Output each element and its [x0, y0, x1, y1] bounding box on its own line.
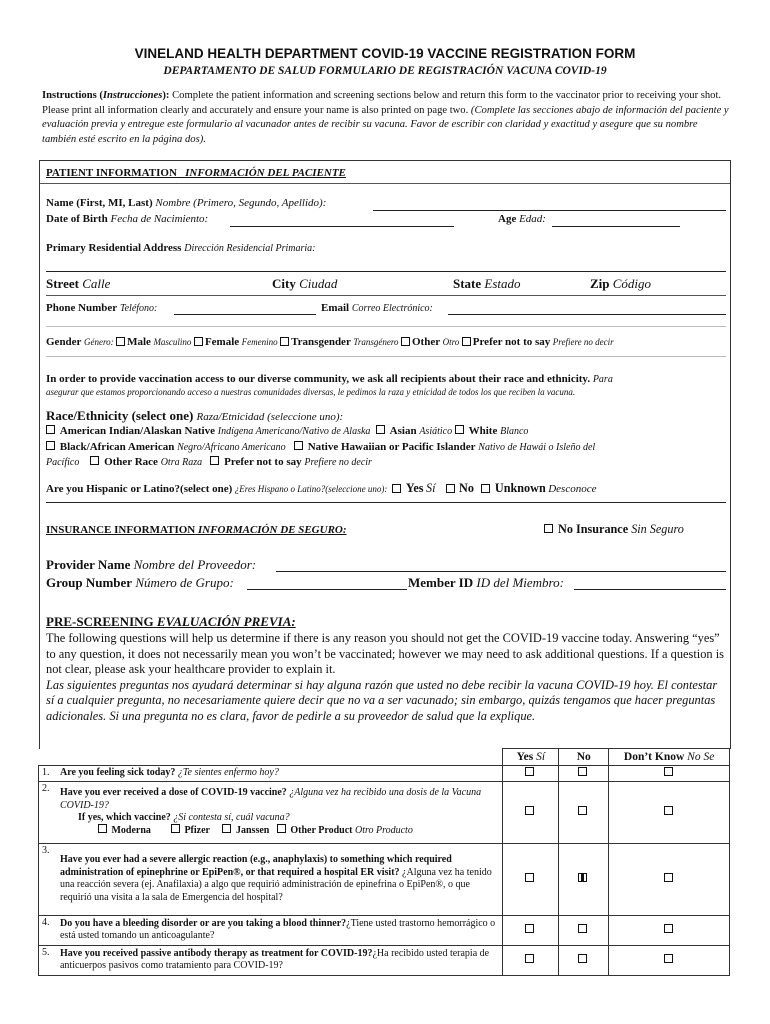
no-insurance-option[interactable]: No Insurance Sin Seguro: [544, 522, 684, 537]
city-label: City Ciudad: [272, 276, 338, 291]
insurance-heading: INSURANCE INFORMATION INFORMACIÓN DE SEGURO:: [46, 524, 347, 536]
checkbox-icon[interactable]: [90, 456, 99, 465]
race-white-option[interactable]: White Blanco: [455, 425, 529, 437]
checkbox-icon[interactable]: [481, 484, 490, 493]
race-heading: Race/Ethnicity (select one) Raza/Etnicidad (seleccione uno):: [46, 408, 344, 423]
question-text: Have you ever received a dose of COVID-19 vaccine? ¿Alguna vez ha recibido una dosis de la Vacuna COVID-19? If yes, which vaccine? ¿Si contesta sí, cuál vacuna? Moderna Pfizer Janssen Other Product Otro Producto: [57, 781, 503, 843]
age-label: Age Edad:: [498, 213, 546, 225]
gender-prefer-not-option[interactable]: Prefer not to say Prefiere no decir: [462, 337, 614, 348]
race-other-option[interactable]: Other Race Otra Raza: [90, 456, 202, 468]
race-row-2: [46, 441, 595, 453]
vaccine-pfizer-option[interactable]: Pfizer: [171, 825, 210, 836]
q3-yes-checkbox[interactable]: [525, 873, 534, 882]
question-row: [39, 915, 730, 945]
checkbox-icon[interactable]: [544, 524, 553, 533]
dob-field[interactable]: [230, 226, 454, 227]
question-row: [39, 766, 730, 782]
prescreen-heading: PRE-SCREENING EVALUACIÓN PREVIA:: [46, 614, 296, 629]
race-native-hawaiian-option[interactable]: Native Hawaiian or Pacific Islander Nativo de Hawái o Isleño del: [294, 441, 595, 453]
question-text: Have you received passive antibody therapy as treatment for COVID-19?¿Ha recibido usted terapia de anticuerpos pasivos como tratamiento para COVID-19?: [57, 945, 503, 975]
gender-transgender-option[interactable]: Transgender Transgénero: [280, 337, 398, 348]
dob-label: Date of Birth Fecha de Nacimiento:: [46, 213, 209, 225]
q1-yes-checkbox[interactable]: [525, 767, 534, 776]
street-label: Street Calle: [46, 276, 111, 291]
address-field[interactable]: [46, 271, 726, 272]
member-label: Member ID ID del Miembro:: [408, 575, 564, 590]
checkbox-icon[interactable]: [392, 484, 401, 493]
q2-no-checkbox[interactable]: [578, 806, 587, 815]
form-subtitle: DEPARTAMENTO DE SALUD FORMULARIO DE REGISTRACIÓN VACUNA COVID-19: [163, 65, 607, 77]
question-row: [39, 843, 730, 915]
question-row: [39, 781, 730, 843]
q2-dont-know-checkbox[interactable]: [664, 806, 673, 815]
question-number: 4.: [39, 915, 57, 945]
member-field[interactable]: [574, 589, 726, 590]
question-text: Do you have a bleeding disorder or are you taking a blood thinner?¿Tiene usted trastorno hemorrágico o está usted tomando un anticoagulante?: [57, 915, 503, 945]
instructions: Instructions (Instrucciones): Complete the patient information and screening sections below and return this form to the vaccinator prior to receiving your shot. Please print all information clearly and accurately and ensure your name is also printed on page two. (Complete las secciones abajo de información del paciente y evaluación previa y entregue este formulario al vacunador antes de recibir su vacuna. Favor de escribir con claridad y exactitud y asegure que su nombre también esté escrito en la página dos).: [42, 90, 729, 145]
email-field[interactable]: [448, 314, 726, 315]
name-label: Name (First, MI, Last) Nombre (Primero, Segundo, Apellido):: [46, 197, 327, 209]
name-field[interactable]: [373, 210, 726, 211]
question-text: Are you feeling sick today? ¿Te sientes enfermo hoy?: [57, 766, 503, 782]
vaccine-other-option[interactable]: Other Product Otro Producto: [277, 825, 413, 836]
state-label: State Estado: [453, 276, 521, 291]
q4-yes-checkbox[interactable]: [525, 924, 534, 933]
q1-no-checkbox[interactable]: [578, 767, 587, 776]
group-field[interactable]: [247, 589, 407, 590]
question-number: 2.: [39, 781, 57, 843]
vaccine-moderna-option[interactable]: Moderna: [98, 825, 151, 836]
checkbox-icon[interactable]: [455, 425, 464, 434]
question-number: 5.: [39, 945, 57, 975]
checkbox-icon[interactable]: [376, 425, 385, 434]
question-number: 1.: [39, 766, 57, 782]
race-row-3: Pacífico Other Race Otra Raza Prefer not to say Prefiere no decir: [46, 456, 372, 468]
email-label: Email Correo Electrónico:: [321, 302, 433, 314]
q5-dont-know-checkbox[interactable]: [664, 954, 673, 963]
checkbox-icon[interactable]: [294, 441, 303, 450]
race-asian-option[interactable]: Asian Asiático: [376, 425, 452, 437]
checkbox-icon[interactable]: [46, 441, 55, 450]
provider-field[interactable]: [276, 571, 726, 572]
checkbox-icon[interactable]: [277, 824, 286, 833]
race-american-indian-option[interactable]: American Indian/Alaskan Native Indígena Americano/Nativo de Alaska: [46, 425, 370, 437]
checkbox-icon[interactable]: [116, 337, 125, 346]
q4-dont-know-checkbox[interactable]: [664, 924, 673, 933]
q3-no-checkbox[interactable]: [578, 873, 587, 882]
provider-label: Provider Name Nombre del Proveedor:: [46, 557, 257, 572]
gender-other-option[interactable]: Other Otro: [401, 337, 459, 348]
questions-table: [38, 748, 730, 976]
gender-row: Gender Género: Male Masculino Female Femenino Transgender Transgénero Other Otro Prefer not to say Prefiere no decir: [46, 336, 614, 348]
q1-dont-know-checkbox[interactable]: [664, 767, 673, 776]
form-title: VINELAND HEALTH DEPARTMENT COVID-19 VACCINE REGISTRATION FORM: [134, 46, 636, 61]
checkbox-icon[interactable]: [401, 337, 410, 346]
checkbox-icon[interactable]: [171, 824, 180, 833]
question-text: Have you ever had a severe allergic reaction (e.g., anaphylaxis) to something which required administration of epinephrine or EpiPen®, or that required a hospital ER visit? ¿Alguna vez ha tenido una reacción severa (ej. Anafilaxia) a algo que requirió administración de epinefrina o EpiPen®, o que requirió una visita a la sala de Emergencia del hospital?: [57, 843, 503, 915]
race-intro: In order to provide vaccination access to our diverse community, we ask all recipients about their race and ethnicity. Para: [46, 373, 613, 385]
q3-dont-know-checkbox[interactable]: [664, 873, 673, 882]
gender-female-option[interactable]: Female Femenino: [194, 337, 278, 348]
age-field[interactable]: [552, 226, 680, 227]
checkbox-icon[interactable]: [98, 824, 107, 833]
checkbox-icon[interactable]: [280, 337, 289, 346]
gender-male-option[interactable]: Male Masculino: [116, 337, 191, 348]
patient-info-box: [39, 160, 731, 749]
phone-label: Phone Number Teléfono:: [46, 302, 158, 314]
header-yes: Yes Sí: [503, 749, 559, 766]
hispanic-unknown-option[interactable]: Unknown Desconoce: [481, 484, 596, 495]
patient-info-heading: PATIENT INFORMATION INFORMACIÓN DEL PACIENTE: [46, 167, 346, 179]
header-dont-know: Don’t Know No Se: [609, 749, 730, 766]
checkbox-icon[interactable]: [46, 425, 55, 434]
hispanic-row: Are you Hispanic or Latino?(select one) ¿Eres Hispano o Latino?(seleccione uno): Yes Sí No Unknown Desconoce: [46, 481, 597, 495]
checkbox-icon[interactable]: [222, 824, 231, 833]
phone-field[interactable]: [174, 314, 316, 315]
checkbox-icon[interactable]: [210, 456, 219, 465]
header-no: No: [559, 749, 609, 766]
group-label: Group Number Número de Grupo:: [46, 575, 234, 590]
zip-label: Zip Código: [590, 276, 652, 291]
prescreen-text: The following questions will help us determine if there is any reason you should not get the COVID-19 vaccine today. Answering “yes” to any question, it does not necessarily mean you won’t be vaccinated; however we may need to ask additional questions. If a question is not clear, please ask your healthcare provider to explain it. Las siguientes preguntas nos ayudará determinar si hay alguna razón que usted no debe recibir la vacuna COVID-19 hoy. El contestar sí a cualquier pregunta, no necesariamente quiere decir que no va a ser vacunado; sin embargo, quizás tengamos que hacer preguntas adicionales. Si una pregunta no es clara, favor de pedirle a su proveedor de salud que la explique.: [46, 631, 724, 723]
race-prefer-not-option[interactable]: Prefer not to say Prefiere no decir: [210, 456, 372, 468]
hispanic-no-option[interactable]: No: [446, 484, 474, 495]
question-row: [39, 945, 730, 975]
vaccine-janssen-option[interactable]: Janssen: [222, 825, 269, 836]
race-intro-es: asegurar que estamos proporcionando acceso a nuestras comunidades diversas, le pedimos la raza y etnicidad de todos los que reciben la vacuna.: [46, 387, 576, 397]
address-label: Primary Residential Address Dirección Residencial Primaria:: [46, 242, 316, 254]
checkbox-icon[interactable]: [446, 484, 455, 493]
checkbox-icon[interactable]: [462, 337, 471, 346]
q5-yes-checkbox[interactable]: [525, 954, 534, 963]
race-black-option[interactable]: Black/African American Negro/Africano Americano: [46, 441, 286, 453]
question-number: 3.: [39, 843, 57, 915]
hispanic-yes-option[interactable]: Yes Sí: [392, 484, 435, 495]
checkbox-icon[interactable]: [194, 337, 203, 346]
q4-no-checkbox[interactable]: [578, 924, 587, 933]
q2-yes-checkbox[interactable]: [525, 806, 534, 815]
q5-no-checkbox[interactable]: [578, 954, 587, 963]
race-row-1: [46, 425, 528, 437]
